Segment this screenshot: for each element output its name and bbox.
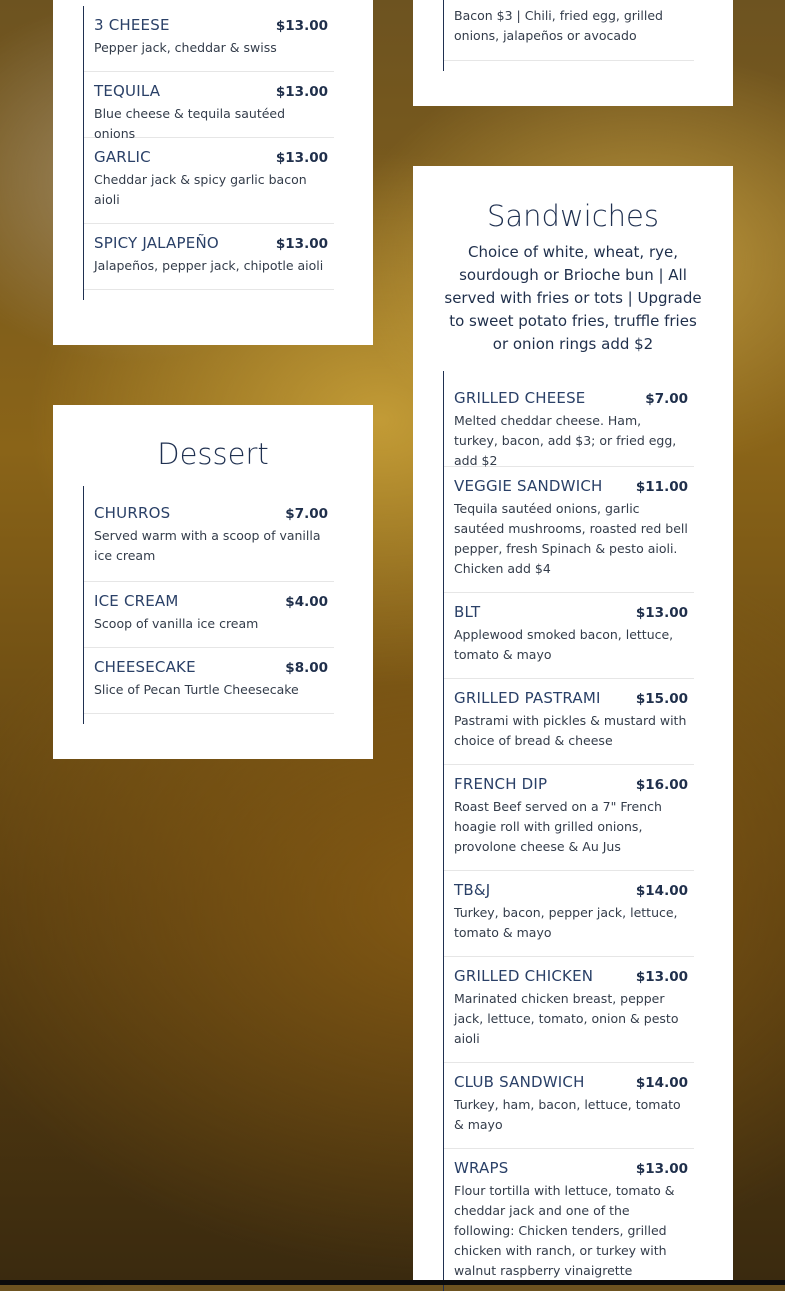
item-name: FRENCH DIP: [454, 775, 548, 793]
top-right-item-list: [443, 0, 694, 71]
menu-item: [444, 765, 694, 871]
menu-item: [444, 467, 694, 593]
item-price: $14.00: [635, 1075, 688, 1091]
menu-item: [84, 6, 334, 72]
item-name: SPICY JALAPEÑO: [94, 234, 219, 252]
item-name: CLUB SANDWICH: [454, 1073, 585, 1091]
item-description: Pepper jack, cheddar & swiss: [94, 40, 277, 55]
menu-item: [84, 138, 334, 224]
item-description: Cheddar jack & spicy garlic bacon aioli: [94, 172, 307, 207]
menu-item: [444, 871, 694, 957]
menu-item: [84, 224, 334, 290]
item-name: WRAPS: [454, 1159, 509, 1177]
item-price: $14.00: [635, 883, 688, 899]
menu-item: [84, 648, 334, 714]
sandwiches-item-list: [443, 371, 694, 1291]
item-description: Turkey, bacon, pepper jack, lettuce, tomato & mayo: [454, 905, 678, 940]
menu-item: [444, 679, 694, 765]
menu-item: [444, 1149, 694, 1291]
item-description: Bacon $3 | Chili, fried egg, grilled onions, jalapeños or avocado: [454, 8, 663, 43]
dessert-item-list: [83, 486, 334, 724]
item-price: $13.00: [275, 150, 328, 166]
menu-item: [444, 957, 694, 1063]
item-name: GRILLED CHICKEN: [454, 967, 594, 985]
menu-item: [444, 593, 694, 679]
menu-item: [444, 1063, 694, 1149]
item-name: GRILLED PASTRAMI: [454, 689, 601, 707]
item-description: Turkey, ham, bacon, lettuce, tomato & mayo: [454, 1097, 681, 1132]
item-price: $13.00: [275, 84, 328, 100]
item-description: Served warm with a scoop of vanilla ice cream: [94, 528, 321, 563]
item-description: Pastrami with pickles & mustard with choice of bread & cheese: [454, 713, 687, 748]
item-description: Flour tortilla with lettuce, tomato & cheddar jack and one of the following: Chicken tenders, grilled chicken with ranch, or turkey with walnut raspberry vinaigrette: [454, 1183, 675, 1278]
menu-item: [84, 582, 334, 648]
burgers-card: [53, 0, 373, 345]
item-description: Slice of Pecan Turtle Cheesecake: [94, 682, 299, 697]
item-description: Tequila sautéed onions, garlic sautéed mushrooms, roasted red bell pepper, fresh Spinach & pesto aioli. Chicken add $4: [454, 501, 688, 576]
item-price: $4.00: [285, 594, 328, 610]
section-subtitle: Choice of white, wheat, rye, sourdough or Brioche bun | All served with fries or tots | Upgrade to sweet potato fries, truffle fries or onion rings add $2: [444, 243, 702, 353]
menu-item: [444, 0, 694, 61]
item-name: ICE CREAM: [94, 592, 179, 610]
menu-item: [84, 486, 334, 582]
sandwiches-card: [413, 166, 733, 1285]
item-price: $13.00: [635, 969, 688, 985]
menu-item: [84, 72, 334, 141]
item-description: Applewood smoked bacon, lettuce, tomato & mayo: [454, 627, 674, 662]
item-price: $16.00: [635, 777, 688, 793]
item-name: BLT: [454, 603, 481, 621]
dessert-card: [53, 405, 373, 759]
item-price: $13.00: [275, 236, 328, 252]
section-title: Dessert: [157, 437, 269, 471]
item-price: $13.00: [635, 605, 688, 621]
item-name: CHURROS: [94, 504, 171, 522]
item-price: $8.00: [285, 660, 328, 676]
item-name: GRILLED CHEESE: [454, 389, 586, 407]
item-price: $13.00: [275, 18, 328, 34]
item-price: $7.00: [645, 391, 688, 407]
bottom-edge: [0, 1280, 785, 1285]
menu-item: [444, 371, 694, 467]
item-name: TEQUILA: [94, 82, 161, 100]
item-description: Marinated chicken breast, pepper jack, lettuce, tomato, onion & pesto aioli: [454, 991, 679, 1046]
item-description: Scoop of vanilla ice cream: [94, 616, 259, 631]
item-description: Melted cheddar cheese. Ham, turkey, bacon, add $3; or fried egg, add $2: [454, 413, 677, 468]
item-name: CHEESECAKE: [94, 658, 196, 676]
item-description: Roast Beef served on a 7" French hoagie roll with grilled onions, provolone cheese & Au Jus: [454, 799, 662, 854]
item-name: TB&J: [454, 881, 491, 899]
item-name: VEGGIE SANDWICH: [454, 477, 603, 495]
item-description: Blue cheese & tequila sautéed onions: [94, 106, 286, 141]
item-price: $11.00: [635, 479, 688, 495]
item-description: Jalapeños, pepper jack, chipotle aioli: [94, 258, 324, 273]
item-name: 3 CHEESE: [94, 16, 170, 34]
item-name: GARLIC: [94, 148, 151, 166]
item-price: $7.00: [285, 506, 328, 522]
item-price: $13.00: [635, 1161, 688, 1177]
item-price: $15.00: [635, 691, 688, 707]
top-right-card: [413, 0, 733, 106]
section-title: Sandwiches: [486, 199, 660, 233]
burgers-item-list: [83, 6, 334, 300]
